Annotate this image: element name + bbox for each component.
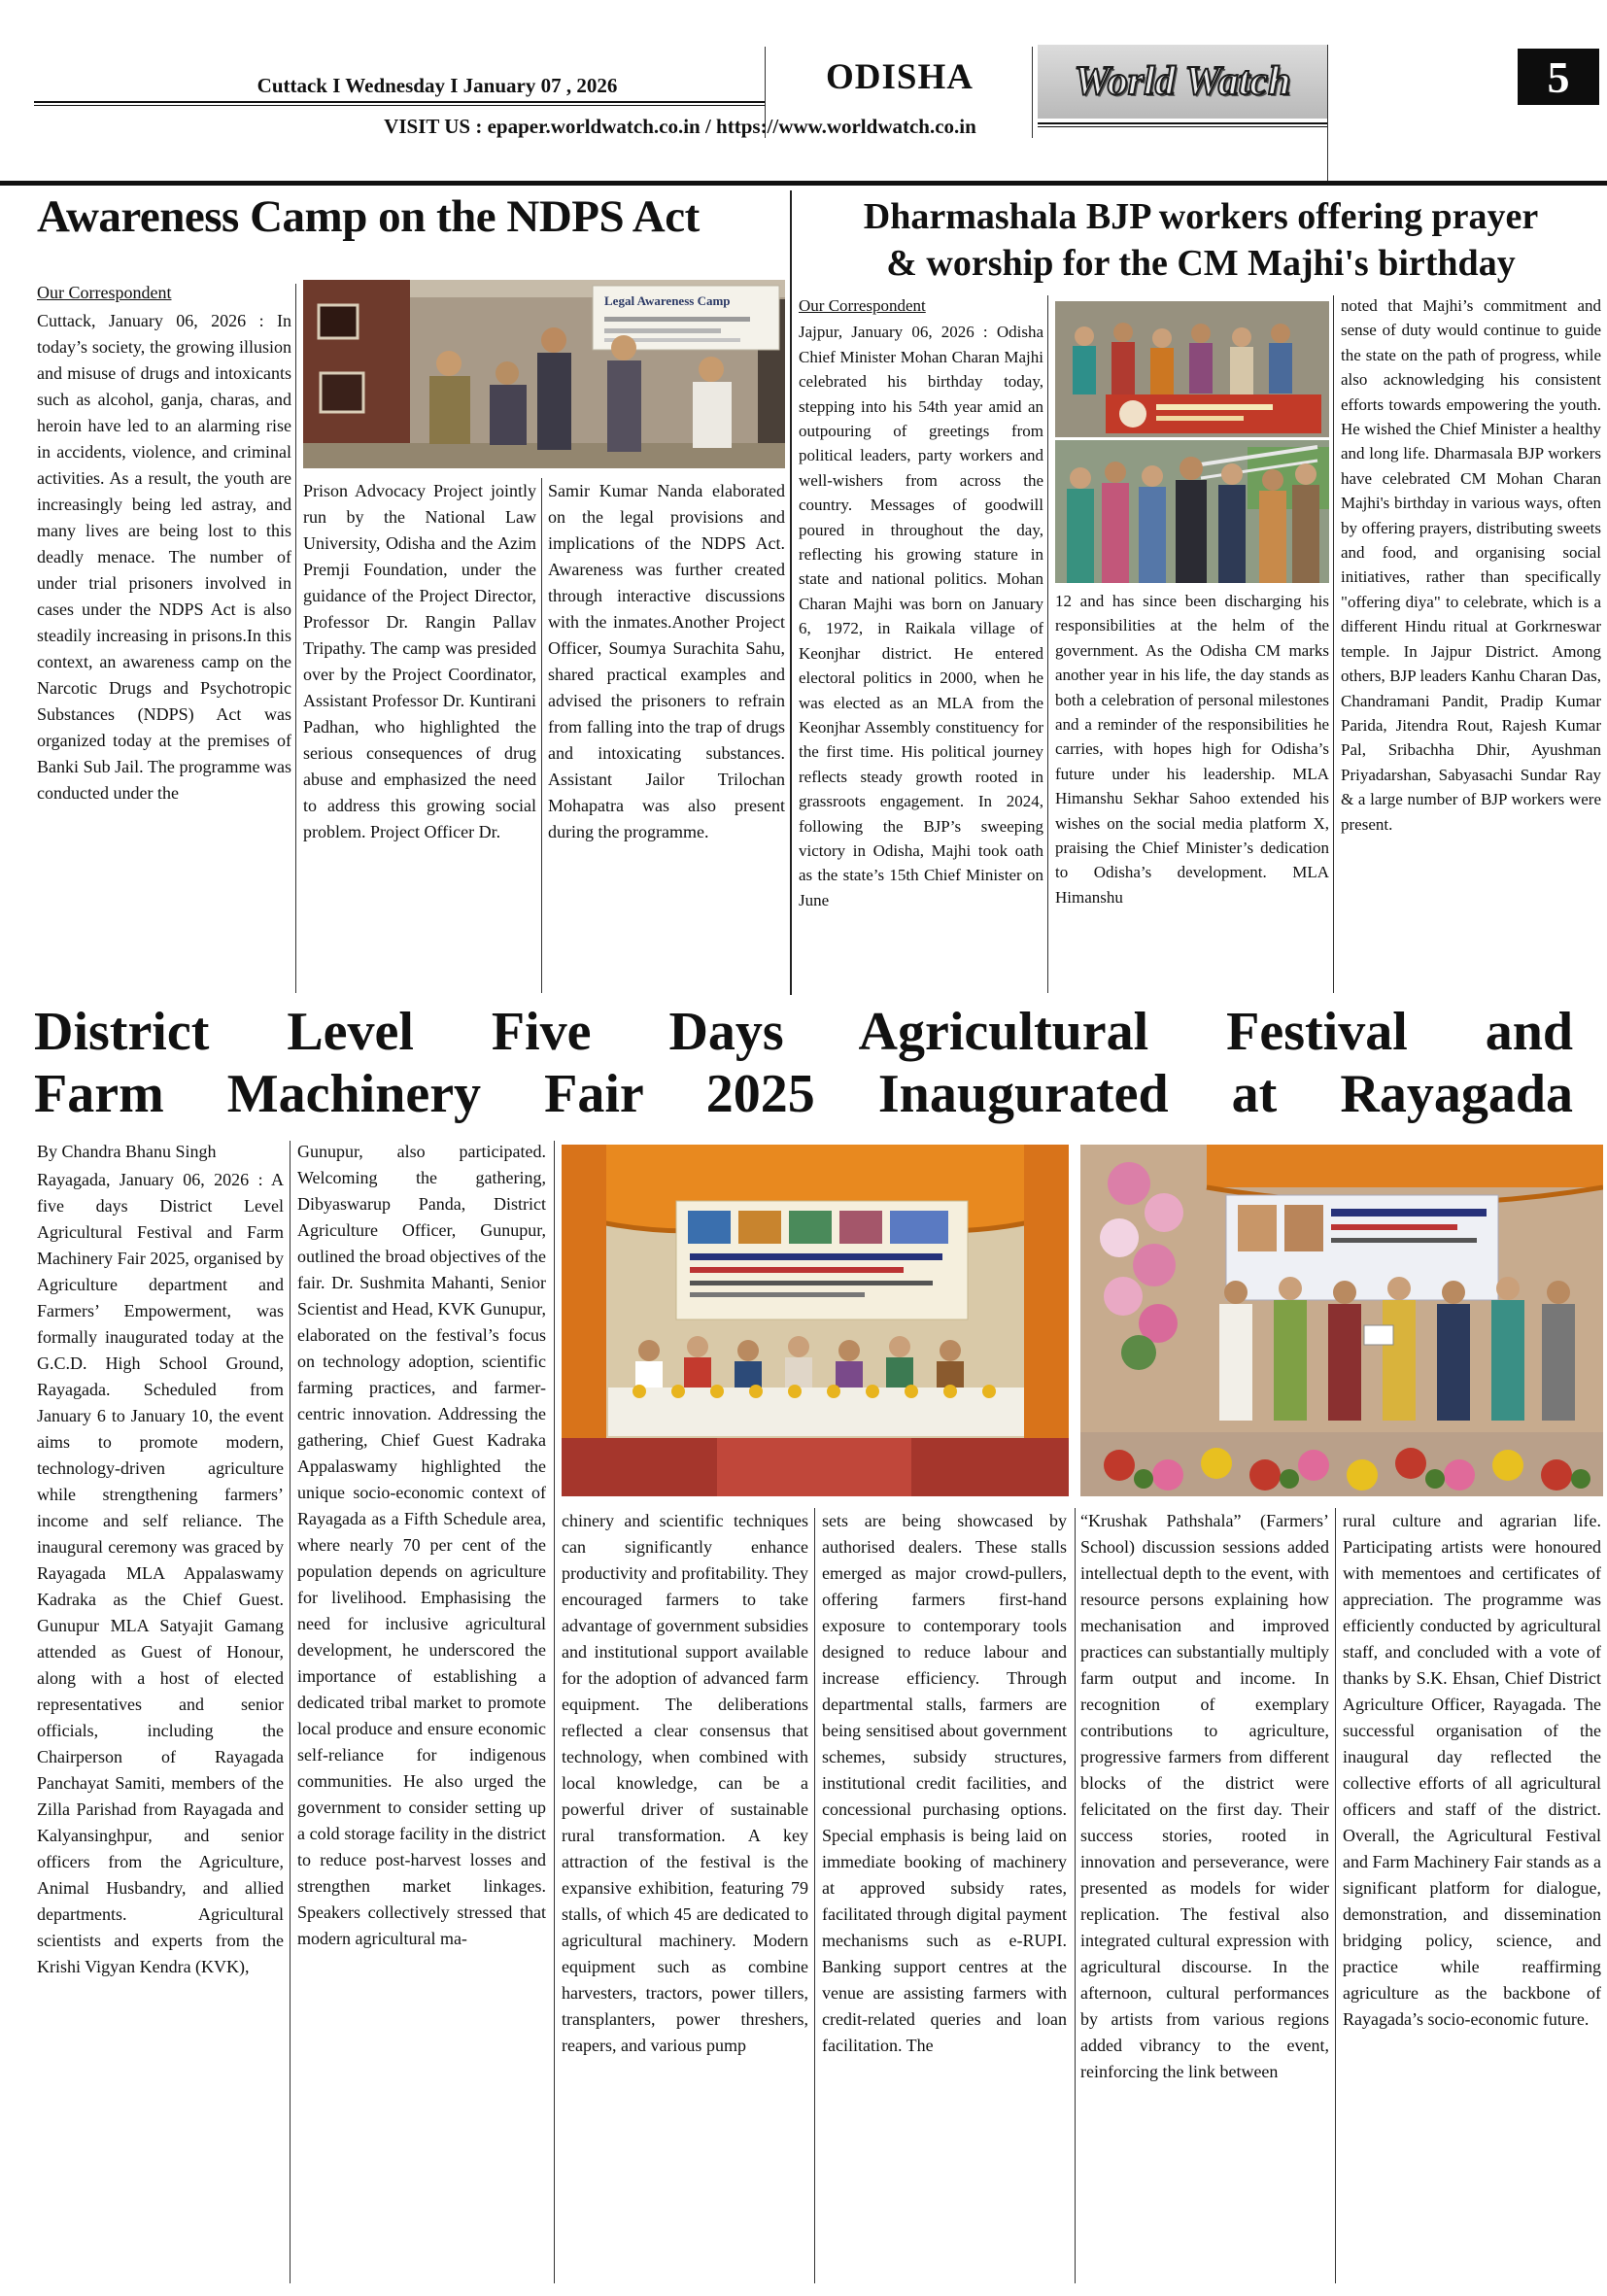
column-divider <box>1335 1508 1336 2283</box>
ndps-column-1 <box>37 280 291 995</box>
header-divider <box>1327 45 1328 181</box>
column-divider <box>1333 295 1334 993</box>
festival-column-3: chinery and scientific techniques can significantly enhance productivity and profitability. They encouraged farmers to take advantage of government subsidies and institutional support available for the adoption of advanced farm equipment. The deliberations reflected a clear consensus that technology, when combined with local knowledge, can be a powerful driver of sustainable rural transformation. A key attraction of the festival is the expansive exhibition, featuring 79 stalls, of which 45 are dedicated to agricultural machinery. Modern equipment such as combine harvesters, tractors, power tillers, transplanters, power threshers, reapers, and various pump <box>562 1511 808 2055</box>
birthday-column-3: noted that Majhi’s commitment and sense of duty would continue to guide the state on the path of progress, while also acknowledging his consistent efforts towards empowering the youth. He wished the Chief Minister a healthy and long life. Dharmasala BJP workers have celebrated CM Mohan Charan Majhi's birthday in various ways, often by offering prayers, distributing sweets and food, and organising social initiatives, rather than specifically "offering diya" to celebrate, which is a different Hindu ritual at Gorkrneswar temple. In Jajpur District. Among others, BJP leaders Kanhu Charan Das, Chandramani Pandit, Pradip Kumar Parida, Jitendra Rout, Rajesh Kumar Pal, Sribachha Dhir, Ayushman Priyadarshan, Sabyasachi Sundar Ray & a large number of BJP workers were present. <box>1341 296 1601 834</box>
festival-column-1 <box>37 1139 284 2283</box>
masthead-logo <box>1038 45 1327 119</box>
festival-photo-felicitation <box>1080 1145 1603 1496</box>
birthday-headline-line1: Dharmashala BJP workers offering prayer <box>863 196 1539 237</box>
festival-col1-text: Rayagada, January 06, 2026 : A five days District Level Agricultural Festival and Farm Machinery Fair 2025, organised by Agriculture department and Farmers’ Empowerment, was formally inaugurated today at the G.C.D. High School Ground, Rayagada. Scheduled from January 6 to January 10, the event aims to promote modern, technology-driven agriculture while strengthening farmers’ income and self reliance. The inaugural ceremony was graced by Rayagada MLA Appalaswamy Kadraka as the Chief Guest. Gunupur MLA Satyajit Gamang attended as Guest of Honour, along with a host of elected representatives and senior officials, including the Chairperson of Rayagada Panchayat Samiti, members of the Zilla Parishad from Rayagada and Kalyansinghpur, and senior officers from the Agriculture, Animal Husbandry, and allied departments. Agricultural scientists and experts from the Krishi Vigyan Kendra (KVK), <box>37 1170 284 1976</box>
festival-headline-line2: Farm Machinery Fair 2025 Inaugurated at Rayagada <box>34 1064 1573 1124</box>
festival-column-4: sets are being showcased by authorised dealers. These stalls emerged as major crowd-pullers, offering farmers first-hand exposure to contemporary tools designed to reduce labour and increase efficiency. Through departmental stalls, farmers are being sensitised about government schemes, subsidy structures, institutional credit facilities, and concessional purchasing options. Special emphasis is being laid on immediate booking of machinery at approved subsidy rates, facilitated through digital payment mechanisms such as e-RUPI. Banking support centres at the venue are assisting farmers with credit-related queries and loan facilitation. The <box>822 1511 1067 2055</box>
ndps-headline: Awareness Camp on the NDPS Act <box>37 191 700 242</box>
masthead-logo-text: World Watch <box>1074 59 1291 104</box>
page-number: 5 <box>1518 49 1599 105</box>
column-divider <box>554 1141 555 2283</box>
column-divider <box>295 284 296 993</box>
birthday-byline: Our Correspondent <box>799 296 926 315</box>
festival-column-6: rural culture and agrarian life. Participating artists were honoured with mementoes and certificates of appreciation. The programme was efficiently conducted by agricultural staff, and concluded with a vote of thanks by S.K. Ehsan, Chief District Agriculture Officer, Rayagada. The successful organisation of the inaugural day reflected the collective efforts of all agricultural officers and staff of the district. Overall, the Agricultural Festival and Farm Machinery Fair stands as a significant platform for dialogue, demonstration, and dissemination bridging policy, science, and practice while reaffirming agriculture as the backbone of Rayagada’s socio-economic future. <box>1343 1511 1601 2029</box>
visit-us-line: VISIT US : epaper.worldwatch.co.in / https://www.worldwatch.co.in <box>384 115 976 138</box>
column-divider <box>541 478 542 993</box>
column-divider <box>1075 1508 1076 2283</box>
ndps-column-3: Samir Kumar Nanda elaborated on the legal provisions and implications of the NDPS Act. Awareness was further created through interactive discussions with the inmates.Another Project Officer, Soumya Surachita Sahu, shared practical examples and advised the prisoners to refrain from falling into the trap of drugs and intoxicating substances. Assistant Jailor Trilochan Mohapatra was also present during the programme. <box>548 481 785 841</box>
birthday-headline-line2: & worship for the CM Majhi's birthday <box>886 243 1516 284</box>
column-divider <box>1047 295 1048 993</box>
header-rule <box>0 181 1607 186</box>
column-divider <box>290 1141 291 2283</box>
festival-photo-dais <box>562 1145 1069 1496</box>
photo-banner-title: Legal Awareness Camp <box>604 293 731 308</box>
ndps-photo <box>303 280 785 468</box>
dateline: Cuttack I Wednesday I January 07 , 2026 <box>256 74 618 97</box>
festival-byline: By Chandra Bhanu Singh <box>37 1142 217 1161</box>
column-divider <box>814 1508 815 2283</box>
ndps-byline: Our Correspondent <box>37 283 172 302</box>
birthday-photo <box>1055 301 1329 583</box>
birthday-column-1 <box>799 293 1043 993</box>
birthday-column-2: 12 and has since been discharging his responsibilities at the helm of the government. As the Odisha CM marks another year in his life, the day stands as both a celebration of personal milestones and a reminder of the responsibilities he carries, with hopes high for Odisha’s future under his leadership. MLA Himanshu Sekhar Sahoo extended his wishes on the social media platform X, praising the Chief Minister’s dedication to Odisha’s development. MLA Himanshu <box>1055 592 1329 907</box>
ndps-column-2: Prison Advocacy Project jointly run by the National Law University, Odisha and the Azim Premji Foundation, under the guidance of the Project Director, Professor Dr. Rangin Pallav Tripathy. The camp was presided over by the Project Coordinator, Assistant Professor Dr. Kuntirani Padhan, who highlighted the serious consequences of drug abuse and emphasized the need to address this growing social problem. Project Officer Dr. <box>303 481 536 841</box>
section-title: ODISHA <box>826 57 974 97</box>
festival-column-5: “Krushak Pathshala” (Farmers’ School) discussion sessions added intellectual depth to the event, with resource persons explaining how mechanisation and improved practices can substantially multiply farm output and income. In recognition of exemplary contributions to agriculture, progressive farmers from different blocks of the district were felicitated on the first day. Their success stories, rooted in innovation and perseverance, were presented as models for wider replication. The festival also integrated cultural expression with agricultural discourse. In the afternoon, cultural performances by artists from various regions added vibrancy to the event, reinforcing the link between <box>1080 1511 1329 2081</box>
article-divider <box>790 190 792 995</box>
festival-headline-line1: District Level Five Days Agricultural Festival and <box>34 1002 1573 1062</box>
dateline-rule <box>34 101 765 106</box>
ndps-col1-text: Cuttack, January 06, 2026 : In today’s society, the growing illusion and misuse of drugs and intoxicants such as alcohol, ganja, charas, and heroin have led to an alarming rise in accidents, violence, and criminal activities. As a result, the youth are increasingly being led astray, and many lives are being lost to this deadly menace. The number of under trial prisoners involved in cases under the NDPS Act is also steadily increasing in prisons.In this context, an awareness camp on the Narcotic Drugs and Psychotropic Substances (NDPS) Act was organized today at the premises of Banki Sub Jail. The programme was conducted under the <box>37 311 291 803</box>
birthday-col1-text: Jajpur, January 06, 2026 : Odisha Chief Minister Mohan Charan Majhi celebrated his birthday today, stepping into his 54th year amid an outpouring of greetings from political leaders, party workers and well-wishers from across the country. Messages of goodwill poured in throughout the day, reflecting his growing stature in state and national politics. Mohan Charan Majhi was born on January 6, 1972, in Raikala village of Keonjhar district. He entered electoral politics in 2000, when he was elected as an MLA from the Keonjhar Assembly constituency for the first time. His political journey reflects steady growth rooted in grassroots engagement. In 2024, following the BJP’s sweeping victory in Odisha, Majhi took oath as the state’s 15th Chief Minister on June <box>799 323 1043 909</box>
festival-column-2: Gunupur, also participated. Welcoming the gathering, Dibyaswarup Panda, District Agriculture Officer, Gunupur, outlined the broad objectives of the fair. Dr. Sushmita Mahanti, Senior Scientist and Head, KVK Gunupur, elaborated on the festival’s focus on technology adoption, scientific farming practices, and farmer-centric innovation. Addressing the gathering, Chief Guest Kadraka Appalaswamy highlighted the unique socio-economic context of Rayagada as a Fifth Schedule area, where nearly 70 per cent of the population depends on agriculture for livelihood. Emphasising the need for inclusive agricultural development, he underscored the importance of establishing a dedicated tribal market to promote local produce and ensure economic self-reliance for indigenous communities. He also urged the government to consider setting up a cold storage facility in the district to reduce post-harvest losses and strengthen market linkages. Speakers collectively stressed that modern agricultural ma- <box>297 1142 546 1948</box>
